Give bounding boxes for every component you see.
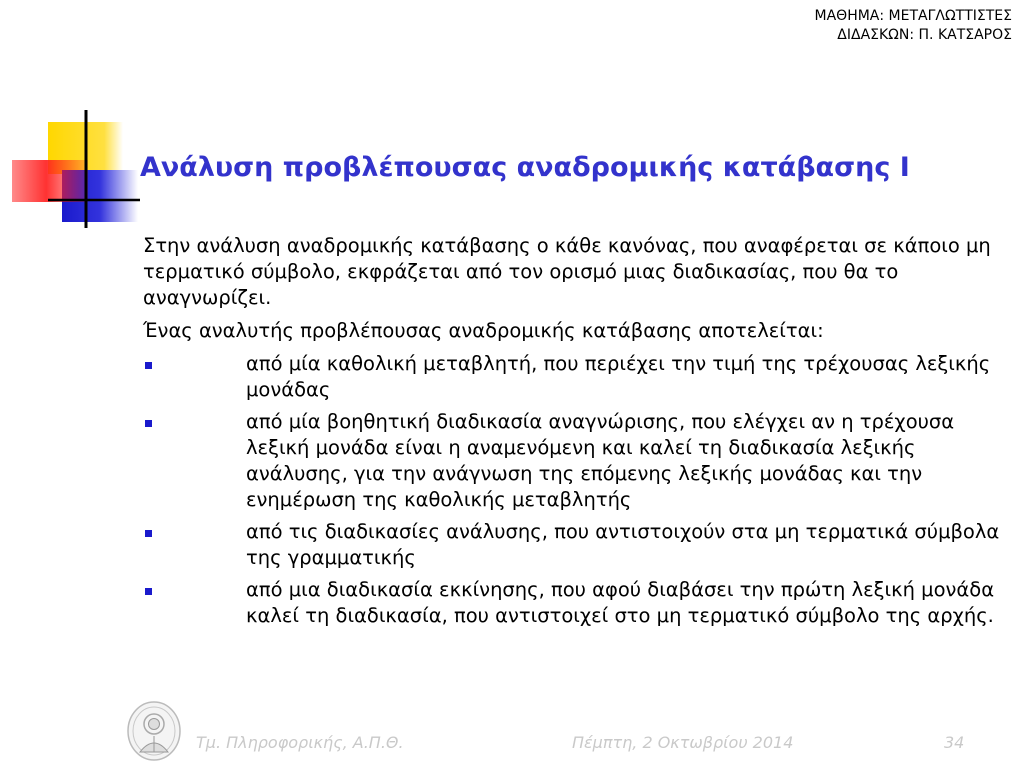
- color-blocks-decoration: [0, 0, 150, 240]
- bullet-square-icon: [145, 530, 152, 537]
- bullet-text: από μία βοηθητική διαδικασία αναγνώρισης, που ελέγχει αν η τρέχουσα λεξική μονάδα είναι η αναμενόμενη και καλεί τη διαδικασία λεξικής ανάλυσης, για την ανάγνωση της επόμενης λεξικής μονάδας και την ενημέρωση της καθολικής μεταβλητής: [246, 410, 955, 511]
- bullet-text: από τις διαδικασίες ανάλυσης, που αντιστοιχούν στα μη τερματικά σύμβολα της γραμματικής: [246, 520, 1000, 569]
- bullet-square-icon: [145, 588, 152, 595]
- bullet-square-icon: [145, 420, 152, 427]
- slide-title: Ανάλυση προβλέπουσας αναδρομικής κατάβασης Ι: [140, 152, 910, 183]
- slide-body: [143, 233, 1015, 635]
- intro-paragraph: Στην ανάλυση αναδρομικής κατάβασης ο κάθε κανόνας, που αναφέρεται σε κάποιο μη τερματικό σύμβολο, εκφράζεται από τον ορισμό μιας διαδικασίας, που θα το αναγνωρίζει.: [143, 234, 991, 309]
- university-seal-icon: [126, 700, 182, 762]
- bullet-text: από μία καθολική μεταβλητή, που περιέχει την τιμή της τρέχουσας λεξικής μονάδας: [246, 352, 991, 401]
- footer-date: Πέμπτη, 2 Οκτωβρίου 2014: [572, 733, 794, 752]
- list-item: [143, 351, 1015, 403]
- bullet-text: από μια διαδικασία εκκίνησης, που αφού διαβάσει την πρώτη λεξική μονάδα καλεί τη διαδικασία, που αντιστοιχεί στο μη τερματικό σύμβολο της αρχής.: [246, 578, 995, 627]
- instructor-name: ΔΙΔΑΣΚΩΝ: Π. ΚΑΤΣΑΡΟΣ: [837, 27, 1012, 43]
- parser-components-intro: Ένας αναλυτής προβλέπουσας αναδρομικής κατάβασης αποτελείται:: [143, 319, 824, 342]
- course-header: [815, 7, 1012, 45]
- list-item: [143, 519, 1015, 571]
- bullet-square-icon: [145, 362, 152, 369]
- slide-number: 34: [944, 733, 965, 752]
- list-item: [143, 409, 1015, 513]
- bullet-list: [143, 351, 1015, 629]
- course-title: ΜΑΘΗΜΑ: ΜΕΤΑΓΛΩΤΤΙΣΤΕΣ: [814, 8, 1012, 24]
- list-item: [143, 577, 1015, 629]
- footer-department: Τμ. Πληροφορικής, Α.Π.Θ.: [196, 733, 404, 752]
